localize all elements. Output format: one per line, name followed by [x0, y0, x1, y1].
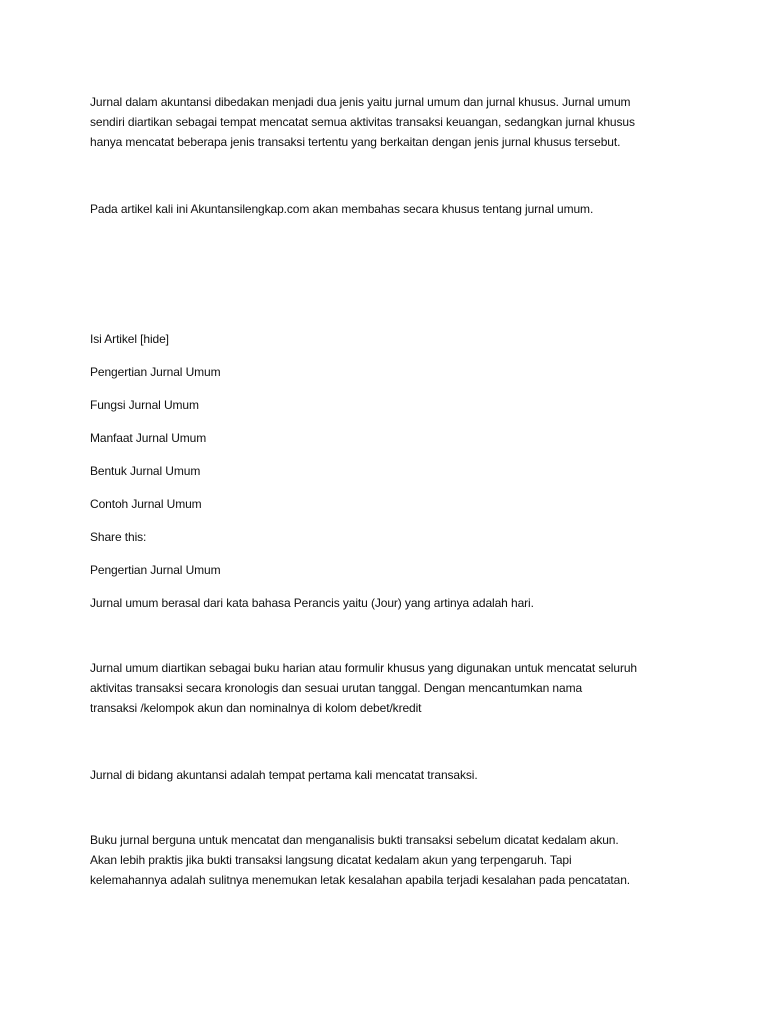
toc-item: Bentuk Jurnal Umum — [90, 464, 201, 478]
paragraph-line: hanya mencatat beberapa jenis transaksi tertentu yang berkaitan dengan jenis jurnal khusus tersebut. — [90, 135, 621, 149]
section-title: Pengertian Jurnal Umum — [90, 563, 221, 577]
intro-paragraph — [90, 92, 690, 152]
paragraph-line: Buku jurnal berguna untuk mencatat dan menganalisis bukti transaksi sebelum dicatat kedalam akun. — [90, 833, 619, 847]
paragraph-line: sendiri diartikan sebagai tempat mencatat semua aktivitas transaksi keuangan, sedangkan jurnal khusus — [90, 115, 635, 129]
paragraph — [90, 830, 690, 890]
paragraph: Jurnal umum berasal dari kata bahasa Perancis yaitu (Jour) yang artinya adalah hari. — [90, 596, 534, 610]
toc-item: Contoh Jurnal Umum — [90, 497, 202, 511]
toc-heading: Isi Artikel [hide] — [90, 332, 169, 346]
paragraph — [90, 658, 690, 718]
toc-item: Fungsi Jurnal Umum — [90, 398, 199, 412]
share-label: Share this: — [90, 530, 147, 544]
paragraph-line: aktivitas transaksi secara kronologis dan sesuai urutan tanggal. Dengan mencantumkan nama — [90, 681, 583, 695]
paragraph-line: transaksi /kelompok akun dan nominalnya di kolom debet/kredit — [90, 701, 422, 715]
toc-item: Manfaat Jurnal Umum — [90, 431, 207, 445]
paragraph-line: Akan lebih praktis jika bukti transaksi langsung dicatat kedalam akun yang terpengaruh. Tapi — [90, 853, 572, 867]
paragraph-line: Jurnal umum diartikan sebagai buku harian atau formulir khusus yang digunakan untuk mencatat seluruh — [90, 661, 637, 675]
paragraph-line: kelemahannya adalah sulitnya menemukan letak kesalahan apabila terjadi kesalahan pada pencatatan. — [90, 873, 631, 887]
article-intro-line: Pada artikel kali ini Akuntansilengkap.com akan membahas secara khusus tentang jurnal umum. — [90, 202, 594, 216]
toc-item: Pengertian Jurnal Umum — [90, 365, 221, 379]
paragraph: Jurnal di bidang akuntansi adalah tempat pertama kali mencatat transaksi. — [90, 768, 478, 782]
paragraph-line: Jurnal dalam akuntansi dibedakan menjadi dua jenis yaitu jurnal umum dan jurnal khusus. Jurnal umum — [90, 95, 631, 109]
